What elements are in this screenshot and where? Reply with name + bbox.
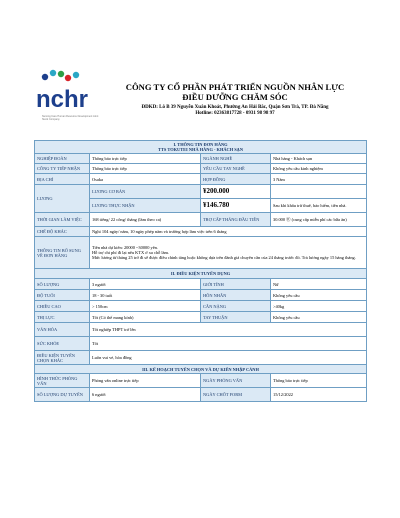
section2-header-row [35, 269, 367, 279]
table-row [35, 301, 367, 312]
table-row [35, 323, 367, 337]
van-hoa-value: Tốt nghiệp THPT trở lên [90, 323, 367, 337]
nghiep-doan-value: Thông báo trực tiếp [90, 154, 201, 164]
chieu-cao-value: > 150cm [90, 301, 201, 312]
table-row [35, 227, 367, 237]
company-hotline: Hotline: 02363817728 - 0931 98 98 97 [195, 111, 275, 116]
hon-nhan-label: HÔN NHÂN [201, 290, 271, 301]
thoi-gian-lam-viec-value: 168 tiếng/ 22 công/ tháng (làm theo ca) [90, 213, 201, 227]
bo-sung-label: THÔNG TIN BỔ SUNG VỀ ĐƠN HÀNG [35, 237, 90, 269]
luong-co-ban-value: ¥200.000 [201, 185, 271, 199]
tro-cap-value: 30.000 Ⓡ (cung cấp miễn phí các bữa ăn) [271, 213, 367, 227]
so-luong-du-tuyen-value: 6 người [90, 388, 201, 402]
luong-note: Sau khi khấu trừ thuế, bảo hiểm, tiền nhà. [271, 199, 367, 213]
tay-thuan-value: Không yêu cầu [271, 312, 367, 323]
ngay-pv-value: Thông báo trực tiếp [271, 374, 367, 388]
nganh-nghe-value: Nhà hàng - Khách sạn [271, 154, 367, 164]
gioi-tinh-value: Nữ [271, 279, 367, 290]
dieu-kien-khac-value: Luôn vui vẻ, hòa đồng [90, 351, 367, 365]
yeu-cau-tay-nghe-value: Không yêu cầu kinh nghiệm [271, 164, 367, 174]
cty-tiep-nhan-label: CÔNG TY TIẾP NHẬN [35, 164, 90, 174]
van-hoa-label: VĂN HÓA [35, 323, 90, 337]
table-row [35, 279, 367, 290]
company-address: ĐDKD: Lô B 39 Nguyễn Xuân Khoát, Phường An Hải Bắc, Quận Sơn Trà, TP. Đà Nẵng [141, 105, 329, 110]
nchr-logo-icon [28, 64, 106, 116]
hinh-thuc-pv-label: HÌNH THỨC PHỎNG VẤN [35, 374, 90, 388]
thi-luc-label: THỊ LỰC [35, 312, 90, 323]
section1-title-line2: TTS TOKUTEI NHÀ HÀNG - KHÁCH SẠN [158, 147, 244, 152]
tro-cap-label: TRỢ CẤP THÁNG ĐẦU TIÊN [201, 213, 271, 227]
gioi-tinh-label: GIỚI TÍNH [201, 279, 271, 290]
logo-text: nchr [36, 86, 89, 113]
company-name-line1: CÔNG TY CỔ PHẦN PHÁT TRIỂN NGUỒN NHÂN LỰC [125, 82, 345, 92]
company-logo [28, 64, 106, 124]
section3-header-row [35, 365, 367, 374]
section1-header-row [35, 141, 367, 154]
bo-sung-value: Tiền nhà dự kiến: 20000 ~30000 yên. Hỗ trợ chi phí đi lại nếu KTX ở xa chỗ làm. Mức lương từ tháng 25 trở đi sẽ được điều chỉnh tăng hoặc không dựa trên đánh giá chuyên cần của 24 tháng trước đó. Trả lương ngày 15 hàng tháng. [90, 237, 367, 269]
suc-khoe-value: Tốt [90, 337, 367, 351]
ngay-chot-form-label: NGÀY CHỐT FORM [201, 388, 271, 402]
table-row [35, 374, 367, 388]
nganh-nghe-label: NGÀNH NGHỀ [201, 154, 271, 164]
luong-label: LƯƠNG [35, 185, 90, 213]
dieu-kien-khac-label: ĐIỀU KIỆN TUYỂN CHỌN KHÁC [35, 351, 90, 365]
ngay-pv-label: NGÀY PHỎNG VẤN [201, 374, 271, 388]
yeu-cau-tay-nghe-label: YÊU CẦU TAY NGHỀ [201, 164, 271, 174]
logo-tagline: Nursing Care Human Resource Development Joint Stock Company [42, 115, 99, 121]
company-name-line2: ĐIỀU DƯỠNG CHĂM SÓC [182, 92, 288, 102]
table-row [35, 154, 367, 164]
table-row [35, 290, 367, 301]
section2-title: II. ĐIỀU KIỆN TUYỂN DỤNG [35, 269, 367, 279]
cty-tiep-nhan-value: Thông báo trực tiếp [90, 164, 201, 174]
can-nang-label: CÂN NẶNG [201, 301, 271, 312]
company-header [24, 64, 376, 124]
section1-title-line1: I. THÔNG TIN ĐƠN HÀNG [173, 142, 228, 147]
thoi-gian-lam-viec-label: THỜI GIAN LÀM VIỆC [35, 213, 90, 227]
table-row [35, 312, 367, 323]
nghiep-doan-label: NGHIỆP ĐOÀN [35, 154, 90, 164]
chieu-cao-label: CHIỀU CAO [35, 301, 90, 312]
section1-title [35, 141, 367, 154]
luong-empty-cell [271, 185, 367, 199]
luong-co-ban-label: LƯƠNG CƠ BẢN [90, 185, 201, 199]
dia-chi-label: ĐỊA CHỈ [35, 174, 90, 185]
luong-thuc-nhan-value: ¥146.780 [201, 199, 271, 213]
table-row [35, 237, 367, 269]
tay-thuan-label: TAY THUẬN [201, 312, 271, 323]
hop-dong-value: 3 Năm [271, 174, 367, 185]
so-luong-du-tuyen-label: SỐ LƯỢNG DỰ TUYỂN [35, 388, 90, 402]
che-do-khac-label: CHẾ ĐỘ KHÁC [35, 227, 90, 237]
hon-nhan-value: Không yêu cầu [271, 290, 367, 301]
suc-khoe-label: SỨC KHỎE [35, 337, 90, 351]
table-row [35, 351, 367, 365]
table-row [35, 388, 367, 402]
thi-luc-value: Tốt (Có thể mang kính) [90, 312, 201, 323]
so-luong-label: SỐ LƯỢNG [35, 279, 90, 290]
do-tuoi-label: ĐỘ TUỔI [35, 290, 90, 301]
table-row [35, 174, 367, 185]
ngay-chot-form-value: 15/12/2022 [271, 388, 367, 402]
can-nang-value: >40kg [271, 301, 367, 312]
dia-chi-value: Osaka [90, 174, 201, 185]
table-row [35, 164, 367, 174]
so-luong-value: 3 người [90, 279, 201, 290]
luong-thuc-nhan-label: LƯƠNG THỰC NHẬN [90, 199, 201, 213]
table-row [35, 185, 367, 199]
do-tuoi-value: 18 - 30 tuổi [90, 290, 201, 301]
table-row [35, 337, 367, 351]
hop-dong-label: HỢP ĐỒNG [201, 174, 271, 185]
job-order-table [34, 140, 367, 402]
hinh-thuc-pv-value: Phỏng vấn online trực tiếp [90, 374, 201, 388]
company-info [110, 82, 360, 117]
che-do-khac-value: Nghỉ 104 ngày/ năm, 10 ngày phép năm và trường hợp làm việc trên 6 tháng [90, 227, 367, 237]
table-row [35, 213, 367, 227]
section3-title: III. KẾ HOẠCH TUYỂN CHỌN VÀ DỰ KIẾN NHẬP CẢNH [35, 365, 367, 374]
